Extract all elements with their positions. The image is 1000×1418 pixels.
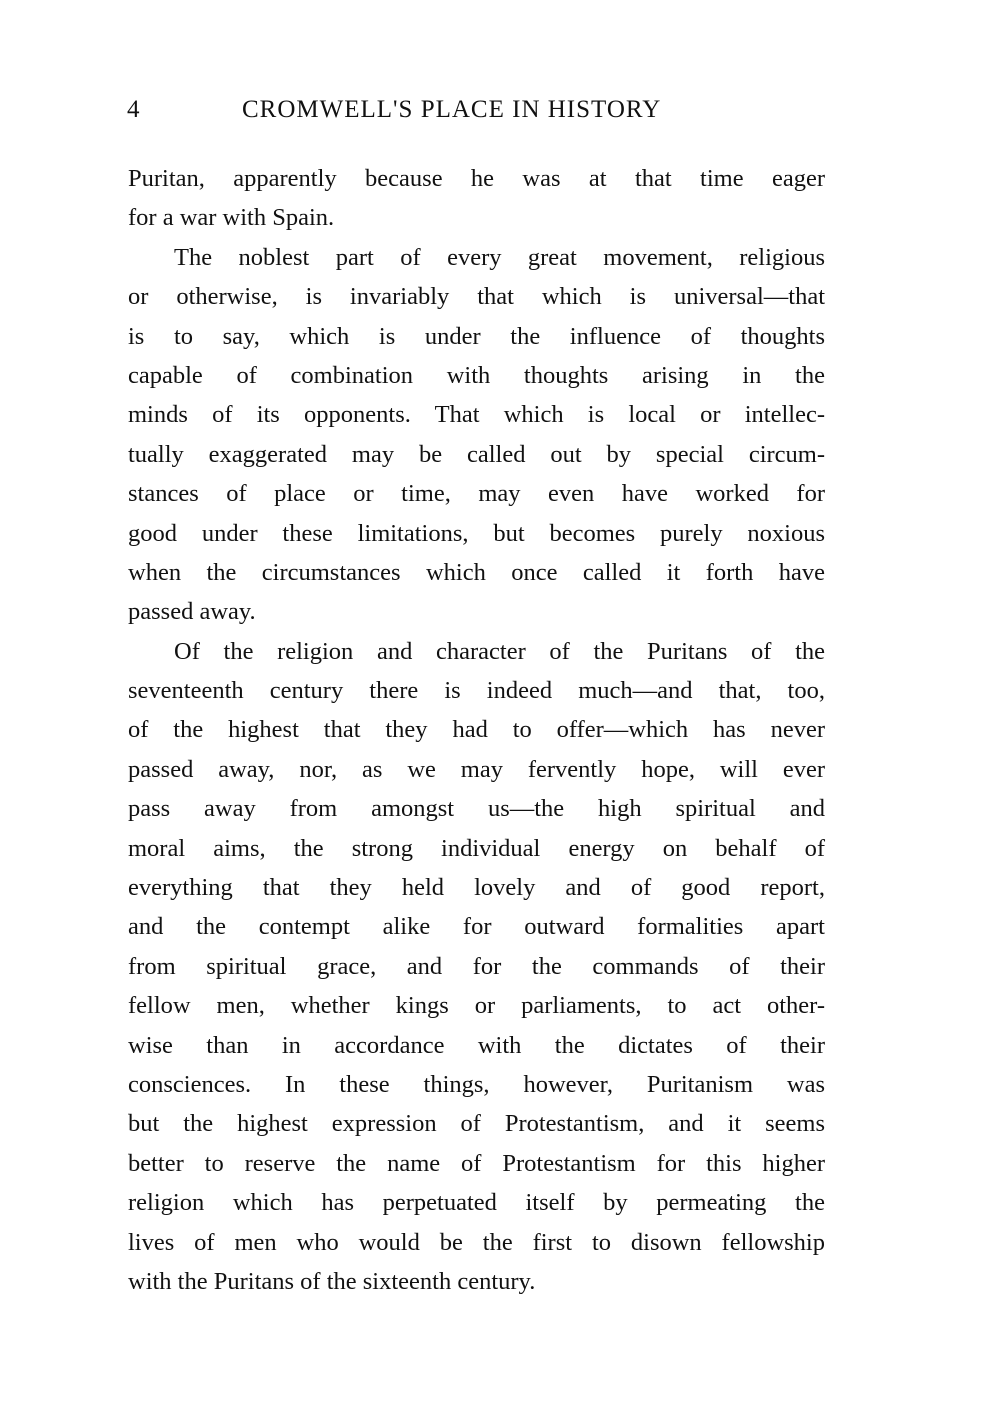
running-title: CROMWELL'S PLACE IN HISTORY xyxy=(242,96,662,123)
text-line: pass away from amongst us—the high spiritual and xyxy=(128,795,825,823)
page-number: 4 xyxy=(127,96,141,123)
text-line: passed away, nor, as we may fervently hope, will ever xyxy=(128,755,825,783)
text-line: minds of its opponents. That which is local or intellec- xyxy=(128,401,825,429)
text-line: is to say, which is under the influence of thoughts xyxy=(128,322,825,350)
text-line: lives of men who would be the first to disown fellowship xyxy=(128,1228,825,1256)
text-line: wise than in accordance with the dictates of their xyxy=(128,1031,825,1059)
text-line: Puritan, apparently because he was at that time eager xyxy=(128,165,825,192)
text-line: everything that they held lovely and of good report, xyxy=(128,874,825,902)
text-line: capable of combination with thoughts arising in the xyxy=(128,361,825,389)
text-line: Of the religion and character of the Puritans of the xyxy=(174,637,825,665)
text-line: good under these limitations, but becomes purely noxious xyxy=(128,519,825,547)
text-line: consciences. In these things, however, Puritanism was xyxy=(128,1070,825,1098)
paragraph-3 xyxy=(128,632,825,1302)
text-line: fellow men, whether kings or parliaments, to act other- xyxy=(128,992,825,1020)
text-line: from spiritual grace, and for the commands of their xyxy=(128,952,825,980)
running-head xyxy=(127,96,827,130)
paragraph-2 xyxy=(128,238,825,632)
text-line: for a war with Spain. xyxy=(128,204,335,232)
text-line: with the Puritans of the sixteenth century. xyxy=(128,1267,536,1295)
text-line: The noblest part of every great movement, religious xyxy=(174,243,825,271)
text-line: stances of place or time, may even have worked for xyxy=(128,480,825,508)
text-line: moral aims, the strong individual energy on behalf of xyxy=(128,834,825,862)
text-line: or otherwise, is invariably that which is universal—that xyxy=(128,283,825,311)
text-line: religion which has perpetuated itself by permeating the xyxy=(128,1189,825,1217)
text-line: tually exaggerated may be called out by special circum- xyxy=(128,440,825,468)
text-line: when the circumstances which once called it forth have xyxy=(128,558,825,586)
text-line: passed away. xyxy=(128,598,256,626)
body-text xyxy=(128,159,825,1301)
text-line: but the highest expression of Protestantism, and it seems xyxy=(128,1110,825,1138)
text-line: better to reserve the name of Protestantism for this higher xyxy=(128,1149,825,1177)
text-line: of the highest that they had to offer—which has never xyxy=(128,716,825,744)
text-line: seventeenth century there is indeed much—and that, too, xyxy=(128,677,825,705)
paragraph-1 xyxy=(128,159,825,238)
text-line: and the contempt alike for outward formalities apart xyxy=(128,913,825,941)
